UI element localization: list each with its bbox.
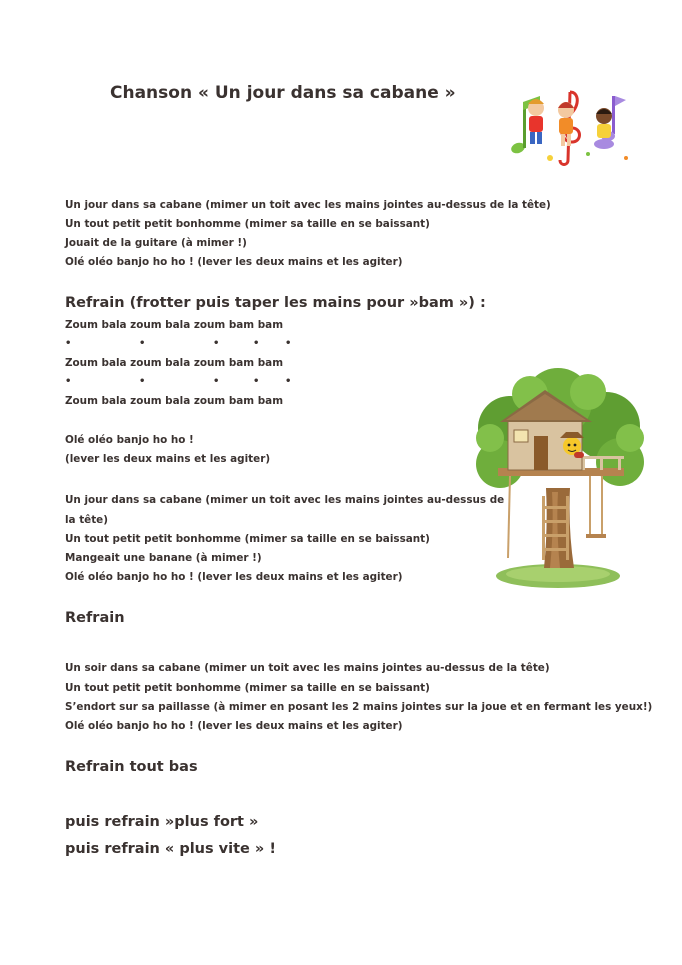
verse2-line-1: Un jour dans sa cabane (mimer un toit avec les mains jointes au-dessus de — [65, 494, 505, 506]
refrain-line-2: Zoum bala zoum bala zoum bam bam — [65, 357, 284, 369]
verse2-line-2: Un tout petit petit bonhomme (mimer sa taille en se baissant) — [65, 533, 430, 545]
refrain-bullets-1 — [65, 338, 305, 352]
verse3-line-4: Olé oléo banjo ho ho ! (lever les deux mains et les agiter) — [65, 720, 403, 732]
bullet: • — [65, 376, 72, 387]
refrain-low-heading: Refrain tout bas — [65, 759, 198, 775]
verse1-line-3: Jouait de la guitare (à mimer !) — [65, 237, 247, 249]
verse1-line-4: Olé oléo banjo ho ho ! (lever les deux mains et les agiter) — [65, 256, 403, 268]
refrain-loud-heading: puis refrain »plus fort » — [65, 814, 259, 830]
verse3-line-1: Un soir dans sa cabane (mimer un toit avec les mains jointes au-dessus de la tête) — [65, 662, 550, 674]
verse2-line-4: Olé oléo banjo ho ho ! (lever les deux mains et les agiter) — [65, 571, 403, 583]
verse2-line-1-cont: la tête) — [65, 514, 108, 526]
bullet: • — [213, 376, 220, 387]
bullet: • — [285, 338, 292, 349]
verse3-line-2: Un tout petit petit bonhomme (mimer sa taille en se baissant) — [65, 682, 430, 694]
refrain-line-1: Zoum bala zoum bala zoum bam bam — [65, 319, 284, 331]
refrain-fast-heading: puis refrain « plus vite » ! — [65, 841, 276, 857]
refrain-ending-2: (lever les deux mains et les agiter) — [65, 453, 271, 465]
treehouse-illustration — [470, 368, 648, 594]
bullet: • — [65, 338, 72, 349]
refrain-label: Refrain — [65, 610, 125, 626]
bullet: • — [139, 338, 146, 349]
bullet: • — [253, 338, 260, 349]
refrain-bullets-2 — [65, 376, 305, 390]
bullet: • — [213, 338, 220, 349]
refrain-heading: Refrain (frotter puis taper les mains pour »bam ») : — [65, 295, 486, 311]
bullet: • — [139, 376, 146, 387]
bullet: • — [285, 376, 292, 387]
music-kids-illustration — [508, 84, 632, 168]
refrain-line-3: Zoum bala zoum bala zoum bam bam — [65, 395, 284, 407]
verse2-line-3: Mangeait une banane (à mimer !) — [65, 552, 262, 564]
verse3-line-3: S’endort sur sa paillasse (à mimer en posant les 2 mains jointes sur la joue et en fermant les yeux!) — [65, 701, 653, 713]
song-title: Chanson « Un jour dans sa cabane » — [110, 83, 456, 103]
refrain-ending-1: Olé oléo banjo ho ho ! — [65, 434, 194, 446]
verse1-line-2: Un tout petit petit bonhomme (mimer sa taille en se baissant) — [65, 218, 430, 230]
verse1-line-1: Un jour dans sa cabane (mimer un toit avec les mains jointes au-dessus de la tête) — [65, 199, 551, 211]
bullet: • — [253, 376, 260, 387]
